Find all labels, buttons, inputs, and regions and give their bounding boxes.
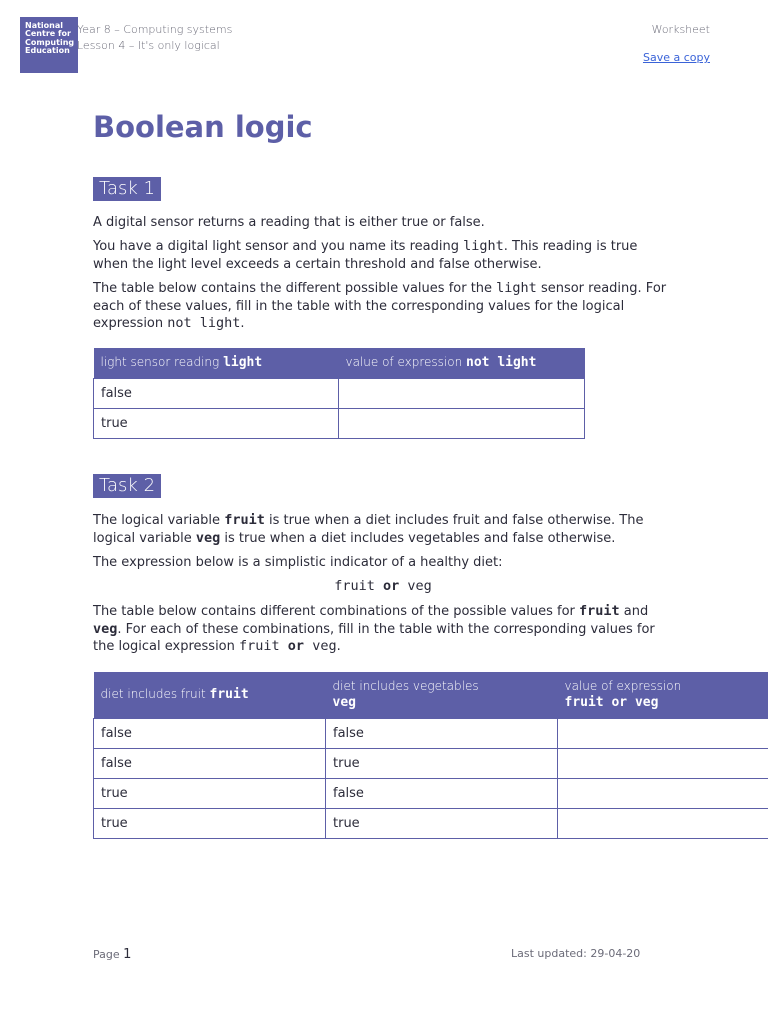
logo-line: Education (25, 46, 70, 56)
cell-veg: false (326, 718, 558, 748)
cell-veg: false (326, 778, 558, 808)
cell-fruit: true (94, 808, 326, 838)
code-veg: veg (93, 620, 118, 637)
code-light: light (496, 280, 537, 296)
answer-cell[interactable] (558, 778, 768, 808)
cell-veg: true (326, 748, 558, 778)
header-not-light: value of expression not light (339, 348, 585, 378)
answer-cell[interactable] (339, 408, 585, 438)
cell-fruit: false (94, 718, 326, 748)
code-not-light: not light (167, 315, 241, 332)
header-light: light sensor reading light (94, 348, 339, 378)
header-veg: diet includes vegetables veg (326, 672, 558, 718)
not-light-truth-table (93, 348, 585, 439)
task-1-heading: Task 1 (93, 177, 161, 201)
task-1-paragraph-2: You have a digital light sensor and you name its reading light. This reading is true when the light level exceeds a certain threshold and false otherwise. (93, 238, 638, 272)
page-number: Page 1 (93, 947, 132, 962)
last-updated: Last updated: 29-04-20 (511, 947, 641, 960)
logo-line: Computing (25, 37, 75, 47)
table-row (94, 378, 585, 408)
page-title: Boolean logic (93, 110, 313, 144)
answer-cell[interactable] (558, 748, 768, 778)
table-row (94, 718, 768, 748)
task-2-paragraph-2: The expression below is a simplistic indicator of a healthy diet: (93, 555, 503, 570)
cell-fruit: false (94, 748, 326, 778)
cell-veg: true (326, 808, 558, 838)
logo-line: Centre for (25, 29, 71, 39)
ncce-logo (20, 17, 78, 73)
course-name: Year 8 – Computing systems (77, 23, 233, 36)
answer-cell[interactable] (558, 718, 768, 748)
document-type: Worksheet (651, 23, 710, 36)
code-fruit: fruit (579, 603, 620, 619)
table-row (94, 408, 585, 438)
task-2-heading: Task 2 (93, 474, 161, 498)
task-1-paragraph-1: A digital sensor returns a reading that is either true or false. (93, 215, 485, 230)
logo-line: National (25, 21, 63, 30)
lesson-name: Lesson 4 – It's only logical (77, 39, 220, 52)
code-fruit: fruit (224, 512, 265, 528)
table-row (94, 778, 768, 808)
fruit-or-veg-truth-table (93, 672, 768, 839)
cell-fruit: true (94, 778, 326, 808)
table-header-row (94, 672, 768, 718)
code-fruit-or-veg: fruit or veg (239, 638, 337, 655)
task-2-paragraph-3: The table below contains different combinations of the possible values for fruit and veg. For each of these combinations, fill in the table with the corresponding values for the logical expression fruit or veg. (93, 603, 655, 655)
task-2-paragraph-1: The logical variable fruit is true when a diet includes fruit and false otherwise. The logical variable veg is true when a diet includes vegetables and false otherwise. (93, 512, 644, 546)
answer-cell[interactable] (558, 808, 768, 838)
task-1-paragraph-3: The table below contains the different possible values for the light sensor reading. For each of these values, fill in the table with the corresponding values for the logical expression not light. (93, 280, 667, 332)
answer-cell[interactable] (339, 378, 585, 408)
code-light: light (463, 238, 504, 254)
header-fruit: diet includes fruit fruit (94, 672, 326, 718)
table-row (94, 748, 768, 778)
save-copy-link[interactable]: Save a copy (642, 51, 710, 64)
code-veg: veg (195, 529, 221, 546)
table-row (94, 808, 768, 838)
healthy-diet-expression: fruit or veg (334, 578, 432, 594)
header-fruit-or-veg: value of expression fruit or veg (558, 672, 768, 718)
cell-light: true (94, 408, 339, 438)
table-header-row (94, 348, 585, 378)
cell-light: false (94, 378, 339, 408)
